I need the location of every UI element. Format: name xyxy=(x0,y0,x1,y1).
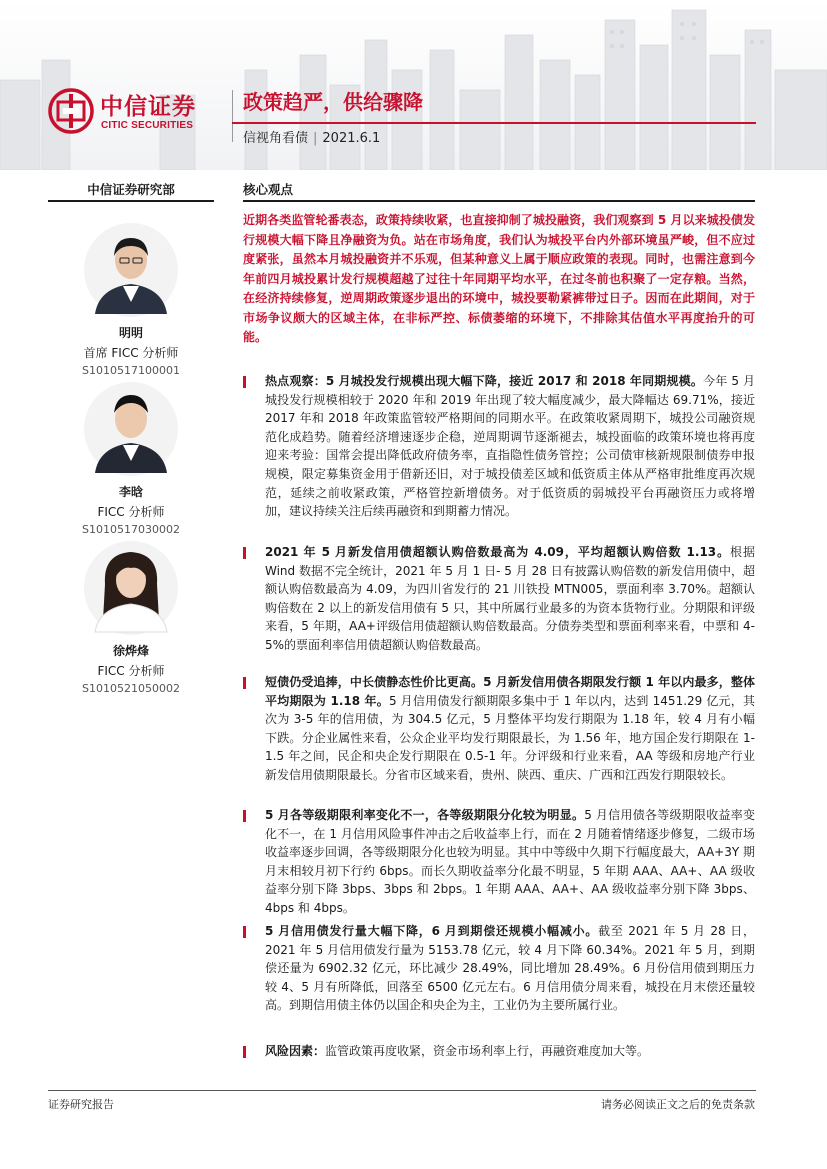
header-divider xyxy=(232,90,233,142)
analyst-card xyxy=(48,540,214,695)
key-point-lead: 5 月各等级期限利率变化不一，各等级期限分化较为明显。 xyxy=(265,808,585,822)
analyst-license-id: S1010517100001 xyxy=(82,364,180,377)
key-point-text xyxy=(243,673,755,785)
bullet-marker xyxy=(243,926,246,938)
key-point xyxy=(243,673,755,785)
subtitle-separator: | xyxy=(313,131,318,146)
main-rule xyxy=(243,200,755,202)
analyst-card xyxy=(48,381,214,536)
department-label: 中信证券研究部 xyxy=(87,182,175,197)
analyst-photo-icon xyxy=(83,381,179,477)
bullet-marker xyxy=(243,1046,246,1058)
key-point-body: 根据 Wind 数据不完全统计，2021 年 5 月 1 日- 5 月 28 日有披露认购倍数的新发信用债中，超额认购倍数最高为 4.09，为四川省发行的 21 川铁投 MTN005，票面利率 3.70%。超额认购倍数在 2 以上的新发信用债有 5 只，其中所属行业最多的为资本货物行业。分期限和评级来看，5 年期，AA+评级信用债超额认购倍数最高。分债券类型和票面利率来看，中票和 4-5%的票面利率信用债超额认购倍数最高。 xyxy=(265,545,755,652)
key-point xyxy=(243,372,755,521)
key-point-lead: 短债仍受追捧，中长债静态性价比更高。5 月新发信用债各期限发行额 1 年以内最多，整体平均期限为 1.18 年。 xyxy=(265,675,755,708)
key-point-body: 5 月信用债各等级期限收益率变化不一，在 1 月信用风险事件冲击之后收益率上行，而在 2 月随着情绪逐步修复，二级市场收益率逐步回调，各等级期限分化也较为明显。其中中等级中久期下行幅度最大，AA+3Y 期月末相较月初下行约 6bps。而长久期收益率分化最不明显，5 年期 AAA、AA+、AA 级收益率分别下降 3bps、3bps 和 2bps。1 年期 AAA、AA+、AA 级收益率分别下降 3bps、4bps 和 4bps。 xyxy=(265,808,756,915)
analyst-card xyxy=(48,222,214,377)
key-point xyxy=(243,806,755,918)
analyst-role: FICC 分析师 xyxy=(97,664,165,678)
key-point-text xyxy=(243,806,755,918)
key-point-body: 截至 2021 年 5 月 28 日，2021 年 5 月信用债发行量为 5153.78 亿元，较 4 月下降 60.34%。2021 年 5 月，到期偿还量为 6902.32 亿元，环比减少 28.49%，同比增加 28.49%。6 月份信用债到期压力较 4、5 月有所降低，回落至 6500 亿元左右。6 月信用债分周来看，城投在月末偿还量较高。到期信用债主体仍以国企和央企为主，工业仍为主要所属行业。 xyxy=(265,924,755,1013)
logo-english-text: CITIC SECURITIES xyxy=(101,120,194,131)
analyst-license-id: S1010521050002 xyxy=(82,682,180,695)
bullet-marker xyxy=(243,677,246,689)
citic-emblem-icon xyxy=(48,88,94,134)
key-point xyxy=(243,543,755,655)
series-name: 信视角看债 xyxy=(243,131,309,146)
bullet-marker xyxy=(243,376,246,388)
sidebar-rule xyxy=(48,200,214,202)
key-point-text xyxy=(243,543,755,655)
key-point-text xyxy=(243,1042,755,1061)
analyst-role: FICC 分析师 xyxy=(97,505,165,519)
logo-chinese-text: 中信证券 xyxy=(100,94,196,120)
title-rule xyxy=(232,122,756,124)
citic-logo xyxy=(48,88,228,136)
key-point-lead: 2021 年 5 月新发信用债超额认购倍数最高为 4.09，平均超额认购倍数 1.13。 xyxy=(265,545,731,559)
key-point-lead: 风险因素： xyxy=(265,1044,326,1058)
key-point-body: 5 月信用债发行额期限多集中于 1 年以内，达到 1451.29 亿元，其次为 3-5 年的信用债，为 304.5 亿元，5 月整体平均发行期限为 1.18 年，较 4 月有小幅下跌。分企业属性来看，公众企业平均发行期限最长，为 1.56 年，地方国企发行期限在 1-1.5 年之间，民企和央企发行期限在 0.5-1 年。分评级和行业来看，AA 等级和房地产行业新发信用债期限最长。分省市区域来看，贵州、陕西、重庆、广西和江西发行期限较长。 xyxy=(265,693,755,782)
key-point-lead: 热点观察：5 月城投发行规模出现大幅下降，接近 2017 和 2018 年同期规模。 xyxy=(265,374,704,388)
footer-report-type: 证券研究报告 xyxy=(48,1098,114,1111)
footer-disclaimer-link[interactable]: 请务必阅读正文之后的免责条款 xyxy=(601,1098,755,1111)
key-point-body: 今年 5 月城投发行规模相较于 2020 年和 2019 年出现了较大幅度减少，最大降幅达 69.71%，接近 2017 年和 2018 年政策监管较严格期间的同期水平。在政策收紧周期下，城投公司融资规范化成趋势。随着经济增速逐步企稳，逆周期调节逐渐褪去，城投面临的政策环境也将再度迎来考验：国常会提出降低政府债务率，直指隐性债务管控；公司债审核新规限制债券申报规模，限定募集资金用于借新还旧，对于城投债差区域和低资质主体从严格审批维度再次规范，延续之前收紧政策，严格管控新增债务。对于低资质的弱城投平台再融资压力或将增加，建议持续关注后续再融资和到期蓄力情况。 xyxy=(265,374,756,519)
analyst-photo-icon xyxy=(83,222,179,318)
key-point-lead: 5 月信用债发行量大幅下降，6 月到期偿还规模小幅减小。 xyxy=(265,924,599,938)
core-view-label: 核心观点 xyxy=(243,182,294,197)
report-subtitle xyxy=(243,127,380,146)
bullet-marker xyxy=(243,547,246,559)
core-summary: 近期各类监管轮番表态，政策持续收紧，也直接抑制了城投融资，我们观察到 5 月以来城投债发行规模大幅下降且净融资为负。站在市场角度，我们认为城投平台内外部环境虽严峻，但不应过度紧张，虽然本月城投融资并不乐观，但某种意义上属于顺应政策的表现。同时，也需注意到今年前四月城投累计发行规模超越了过往十年同期平均水平，在过冬前也积聚了一定存粮。当然，在经济持续修复，逆周期政策逐步退出的环境中，城投要勒紧裤带过日子。因而在此期间，对于市场争议颇大的区域主体，在非标严控、标债萎缩的环境下，不排除其估值水平再度抬升的可能。 xyxy=(243,213,755,344)
analyst-name: 李晗 xyxy=(118,485,143,499)
key-point xyxy=(243,1042,755,1061)
city-skyline-background xyxy=(0,0,827,170)
key-point-text xyxy=(243,372,755,521)
bullet-marker xyxy=(243,810,246,822)
analyst-photo-icon xyxy=(83,540,179,636)
report-date: 2021.6.1 xyxy=(322,131,381,146)
key-point-body: 监管政策再度收紧，资金市场利率上行，再融资难度加大等。 xyxy=(325,1044,650,1058)
footer-rule xyxy=(48,1090,756,1091)
analyst-license-id: S1010517030002 xyxy=(82,523,180,536)
analyst-name: 徐烨烽 xyxy=(112,644,149,658)
report-title: 政策趋严，供给骤降 xyxy=(243,90,423,114)
analyst-role: 首席 FICC 分析师 xyxy=(83,346,179,360)
key-point xyxy=(243,922,755,1015)
analyst-name: 明明 xyxy=(118,326,143,340)
key-point-text xyxy=(243,922,755,1015)
